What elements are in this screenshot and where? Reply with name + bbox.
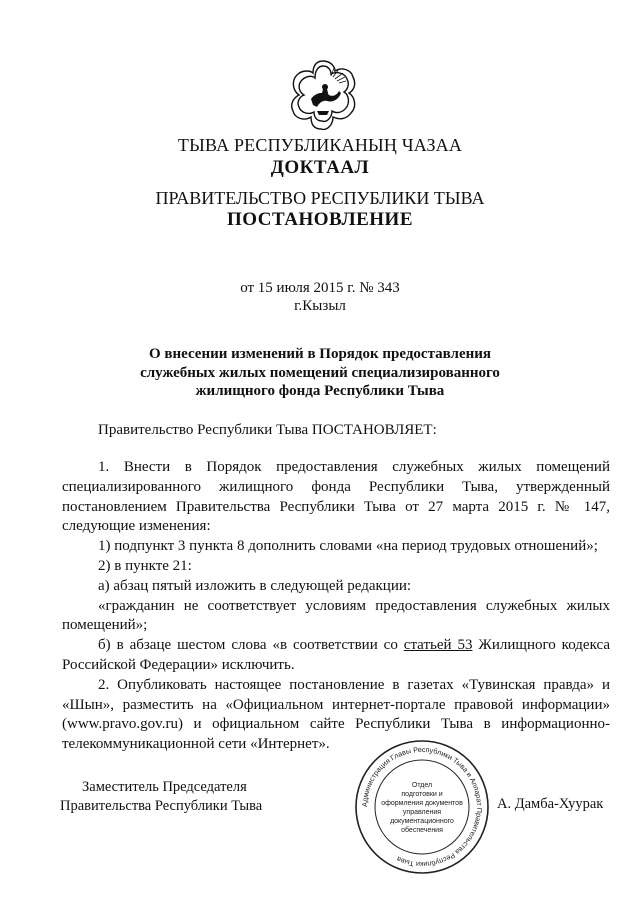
subject-line: О внесении изменений в Порядок предоставления bbox=[148, 346, 492, 362]
paragraph-quoted-text: «гражданин не соответствует условиям предоставления служебных жилых помещений»; bbox=[62, 597, 610, 634]
document-body bbox=[62, 458, 610, 755]
signatory-title-line: Заместитель Председателя bbox=[82, 779, 247, 795]
subject-line: служебных жилых помещений специализированного bbox=[140, 364, 500, 381]
paragraph-item-2: 2. Опубликовать настоящее постановление в газетах «Тувинская правда» и «Шын», разместить на «Официальном интернет-портале правовой информации» (www.pravo.gov.ru) и официальном сайте Республики Тыва в информационно-телекоммуникационной сети «Интернет». bbox=[62, 676, 610, 753]
signatory-title-line: Правительства Республики Тыва bbox=[60, 798, 263, 814]
stamp-ring-text: Администрация Главы Республики Тыва и Аппарат Правительства Республики Тыва bbox=[359, 744, 485, 870]
document-city: г.Кызыл bbox=[294, 298, 346, 314]
russian-document-type: ПОСТАНОВЛЕНИЕ bbox=[226, 209, 414, 230]
paragraph-subitem-b bbox=[62, 636, 610, 676]
stamp-center-line: подготовки и bbox=[401, 791, 443, 798]
stamp-center-line: управления bbox=[402, 809, 442, 816]
paragraph-subitem-2: 2) в пункте 21: bbox=[98, 557, 192, 574]
paragraph-subitem-a: а) абзац пятый изложить в следующей редакции: bbox=[98, 577, 412, 594]
paragraph-text: Жилищного кодекса Российской Федерации» исключить. bbox=[62, 637, 610, 673]
document-subject bbox=[100, 345, 540, 401]
stamp-center-line: Отдел bbox=[411, 782, 433, 789]
russian-government-name: ПРАВИТЕЛЬСТВО РЕСПУБЛИКИ ТЫВА bbox=[155, 188, 485, 208]
tuva-emblem-icon bbox=[283, 55, 363, 135]
tuvan-government-name: ТЫВА РЕСПУБЛИКАНЫҢ ЧАЗАА bbox=[177, 135, 463, 155]
paragraph-item-1: 1. Внести в Порядок предоставления служебных жилых помещений специализированного жилищного фонда Республики Тыва, утвержденный постановлением Правительства Республики Тыва от 27 марта 2015 г. № 147, следующие изменения: bbox=[62, 459, 610, 535]
preamble: Правительство Республики Тыва ПОСТАНОВЛЯЕТ: bbox=[98, 422, 437, 438]
article-53-link[interactable]: статьей 53 bbox=[403, 637, 473, 654]
paragraph-subitem-1: 1) подпункт 3 пункта 8 дополнить словами «на период трудовых отношений»; bbox=[98, 538, 598, 555]
paragraph-text: б) в абзаце шестом слова «в соответствии со bbox=[98, 637, 404, 654]
document-date-number: от 15 июля 2015 г. № 343 bbox=[240, 280, 400, 296]
stamp-center-line: документационного bbox=[390, 818, 454, 825]
stamp-center-line: оформления документов bbox=[381, 800, 463, 807]
signatory-title bbox=[60, 778, 263, 816]
signatory-name: А. Дамба-Хуурак bbox=[497, 796, 604, 812]
official-stamp bbox=[352, 737, 492, 877]
stamp-center-line: обеспечения bbox=[401, 827, 443, 834]
tuvan-document-type: ДОКТААЛ bbox=[270, 157, 370, 178]
subject-line: жилищного фонда Республики Тыва bbox=[195, 383, 445, 399]
